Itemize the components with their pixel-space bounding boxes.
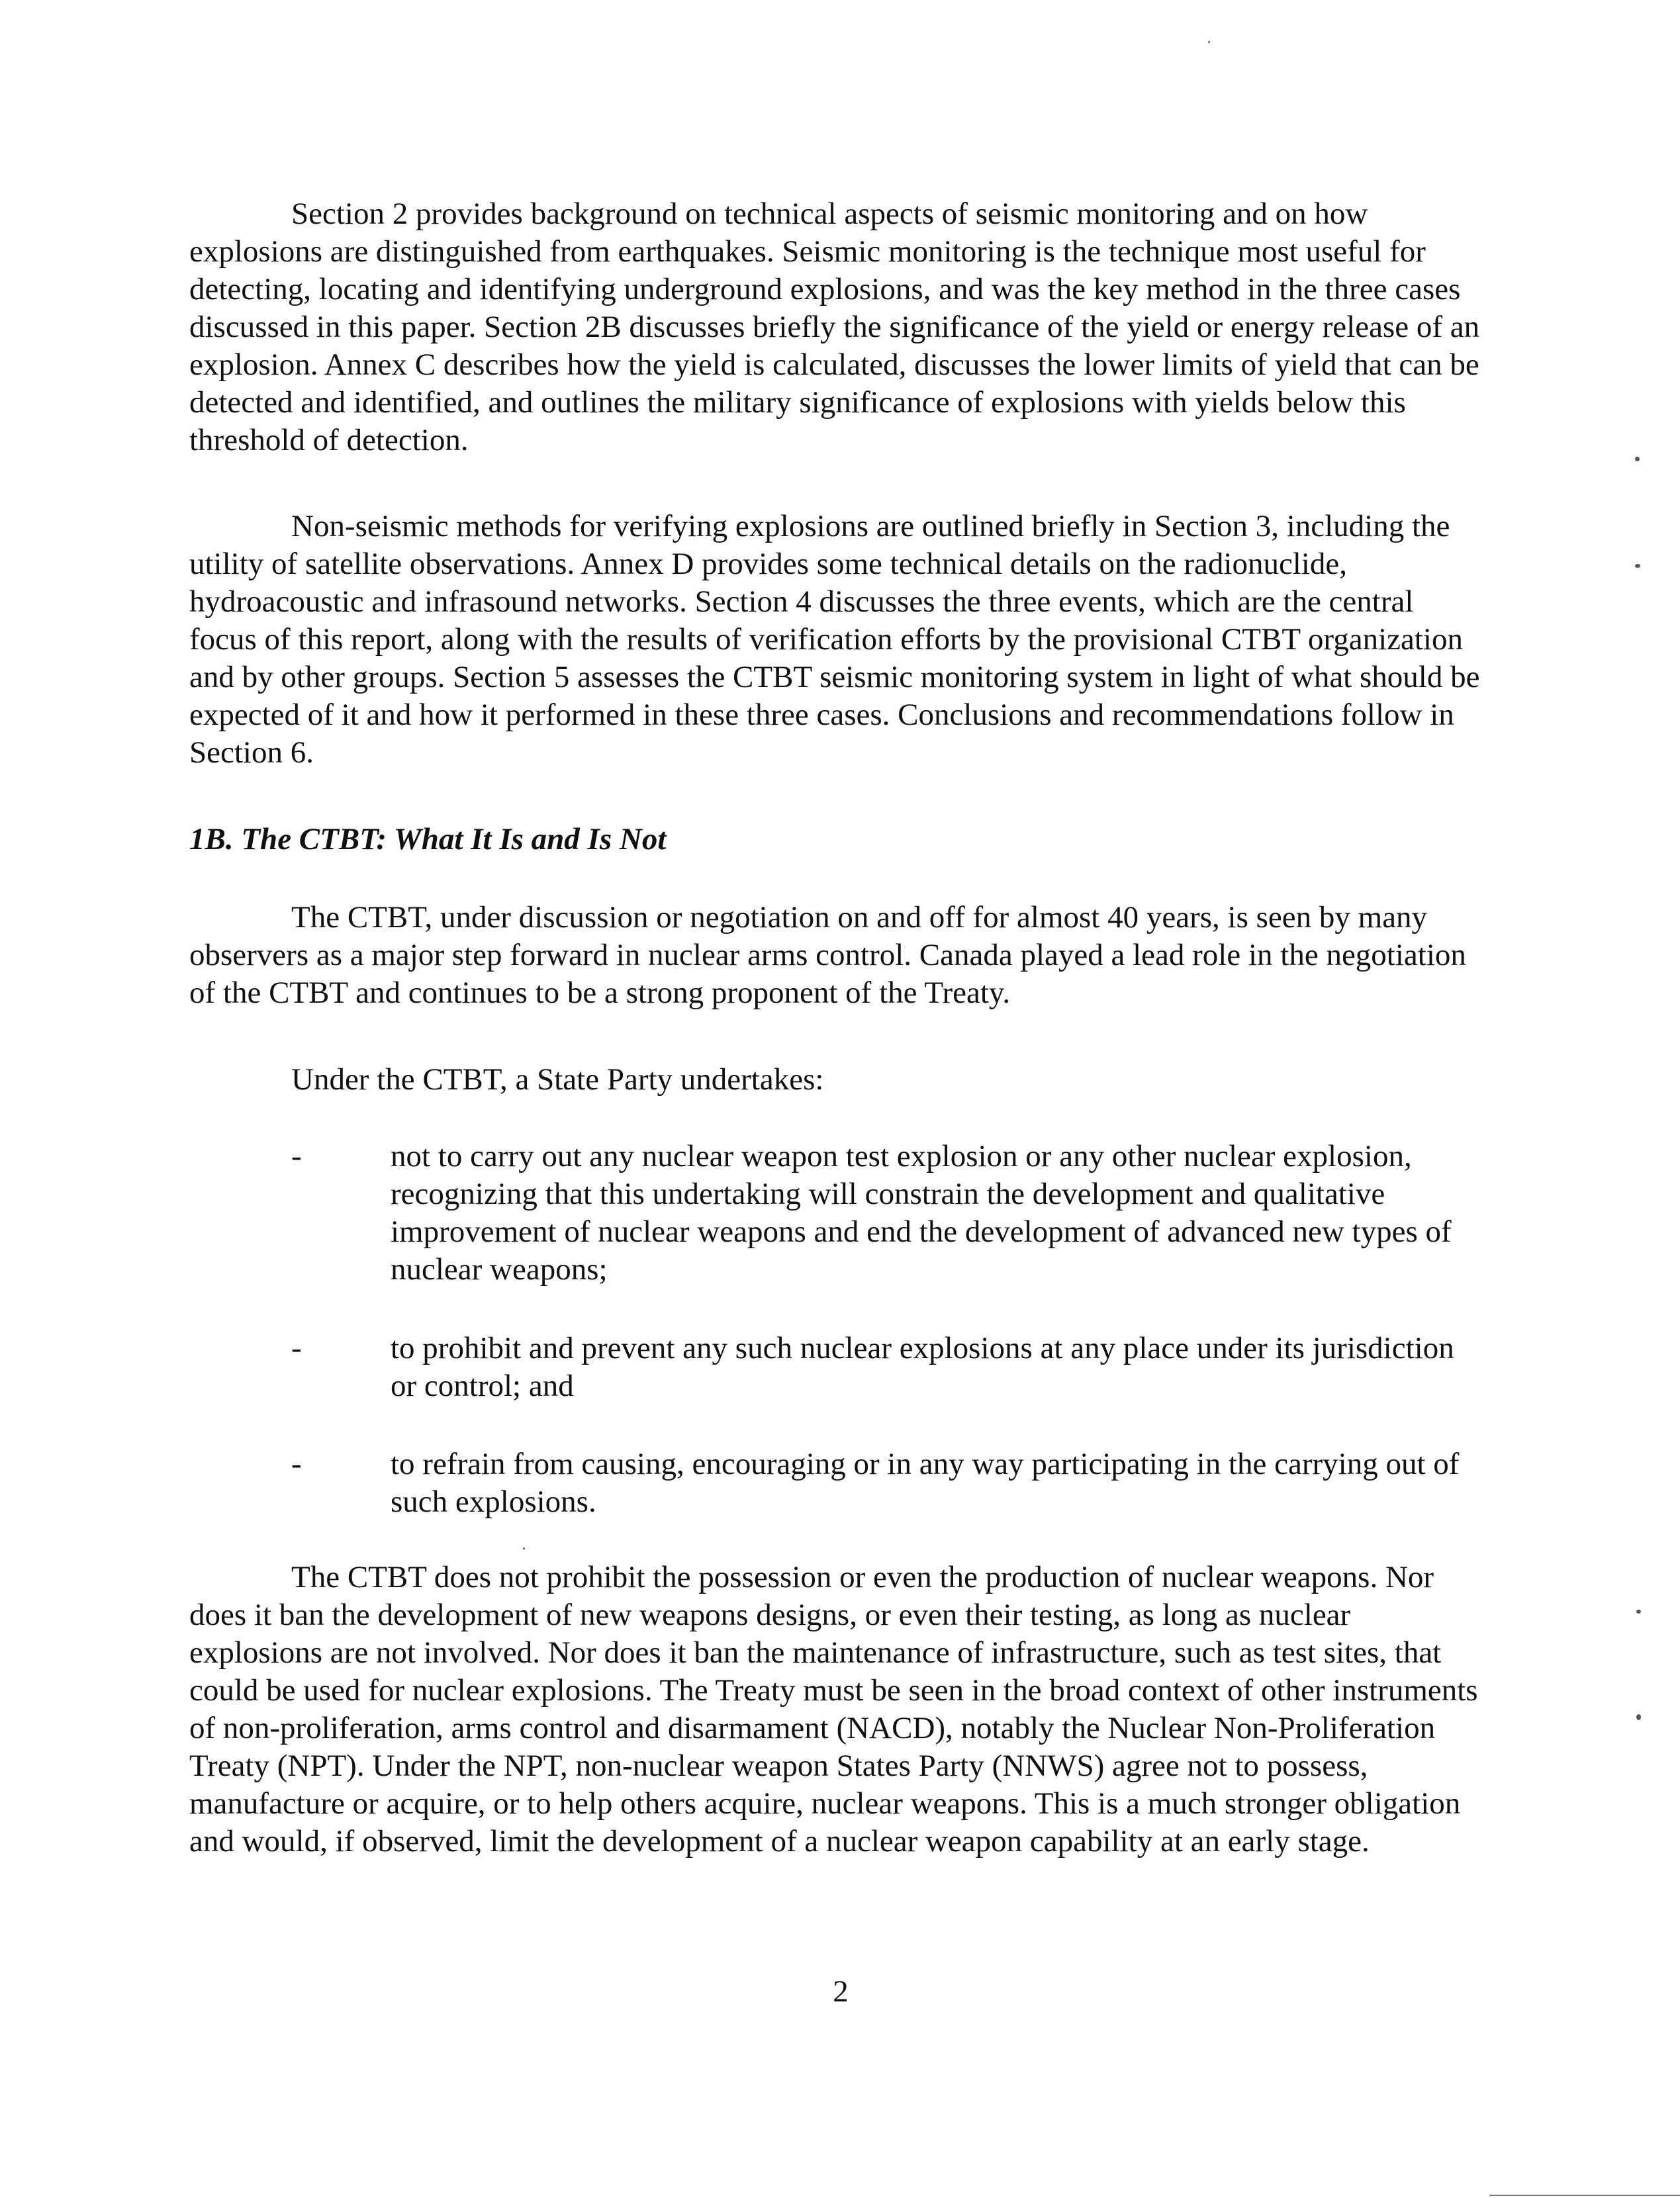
- paragraph-undertakes-intro: Under the CTBT, a State Party undertakes:: [291, 1062, 824, 1097]
- scan-speck: [1636, 1610, 1641, 1614]
- list-item: [291, 1330, 1483, 1409]
- paragraph-ctbt-intro: The CTBT, under discussion or negotiation on and off for almost 40 years, is seen by many observers as a major step forward in nuclear arms control. Canada played a lead role in the negotiation of the CTBT and continues to be a strong proponent of the Treaty.: [189, 900, 1466, 1010]
- bullet-marker: -: [291, 1331, 302, 1365]
- paragraph-section-overview: Section 2 provides background on technical aspects of seismic monitoring and on how explosions are distinguished from earthquakes. Seismic monitoring is the technique most useful for detecting, locating and identifying underground explosions, and was the key method in the three cases discussed in this paper. Section 2B discusses briefly the significance of the yield or energy release of an explosion. Annex C describes how the yield is calculated, discusses the lower limits of yield that can be detected and identified, and outlines the military significance of explosions with yields below this threshold of detection.: [189, 197, 1480, 457]
- scan-speck: [1635, 457, 1640, 461]
- scan-edge-line: [1489, 2195, 1680, 2196]
- bullet-marker: -: [291, 1139, 302, 1173]
- bullet-marker: -: [291, 1447, 302, 1481]
- scan-speck: [523, 1547, 525, 1549]
- scan-speck: [1636, 1714, 1641, 1720]
- bullet-text: not to carry out any nuclear weapon test explosion or any other nuclear explosion, recognizing that this undertaking will constrain the development and qualitative improvement of nuclear weapons and end the development of advanced new types of nuclear weapons;: [391, 1139, 1452, 1287]
- bullet-text: to refrain from causing, encouraging or in any way participating in the carrying out of such explosions.: [391, 1447, 1460, 1519]
- paragraph-ctbt-limits: The CTBT does not prohibit the possession or even the production of nuclear weapons. Nor does it ban the development of new weapons designs, or even their testing, as long as nuclear explosions are not involved. Nor does it ban the maintenance of infrastructure, such as test sites, that could be used for nuclear explosions. The Treaty must be seen in the broad context of other instruments of non-proliferation, arms control and disarmament (NACD), notably the Nuclear Non-Proliferation Treaty (NPT). Under the NPT, non-nuclear weapon States Party (NNWS) agree not to possess, manufacture or acquire, or to help others acquire, nuclear weapons. This is a much stronger obligation and would, if observed, limit the development of a nuclear weapon capability at an early stage.: [189, 1560, 1478, 1858]
- paragraph-non-seismic-methods: Non-seismic methods for verifying explosions are outlined briefly in Section 3, including the utility of satellite observations. Annex D provides some technical details on the radionuclide, hydroacoustic and infrasound networks. Section 4 discusses the three events, which are the central focus of this report, along with the results of verification efforts by the provisional CTBT organization and by other groups. Section 5 assesses the CTBT seismic monitoring system in light of what should be expected of it and how it performed in these three cases. Conclusions and recommendations follow in Section 6.: [189, 509, 1480, 770]
- scan-speck: [1208, 41, 1210, 43]
- list-item: [291, 1138, 1483, 1290]
- scan-speck: [1635, 564, 1640, 568]
- list-item: [291, 1445, 1483, 1525]
- bullet-text: to prohibit and prevent any such nuclear explosions at any place under its jurisdiction or control; and: [391, 1331, 1454, 1403]
- page-number: 2: [833, 1974, 849, 2009]
- section-heading: 1B. The CTBT: What It Is and Is Not: [189, 822, 667, 856]
